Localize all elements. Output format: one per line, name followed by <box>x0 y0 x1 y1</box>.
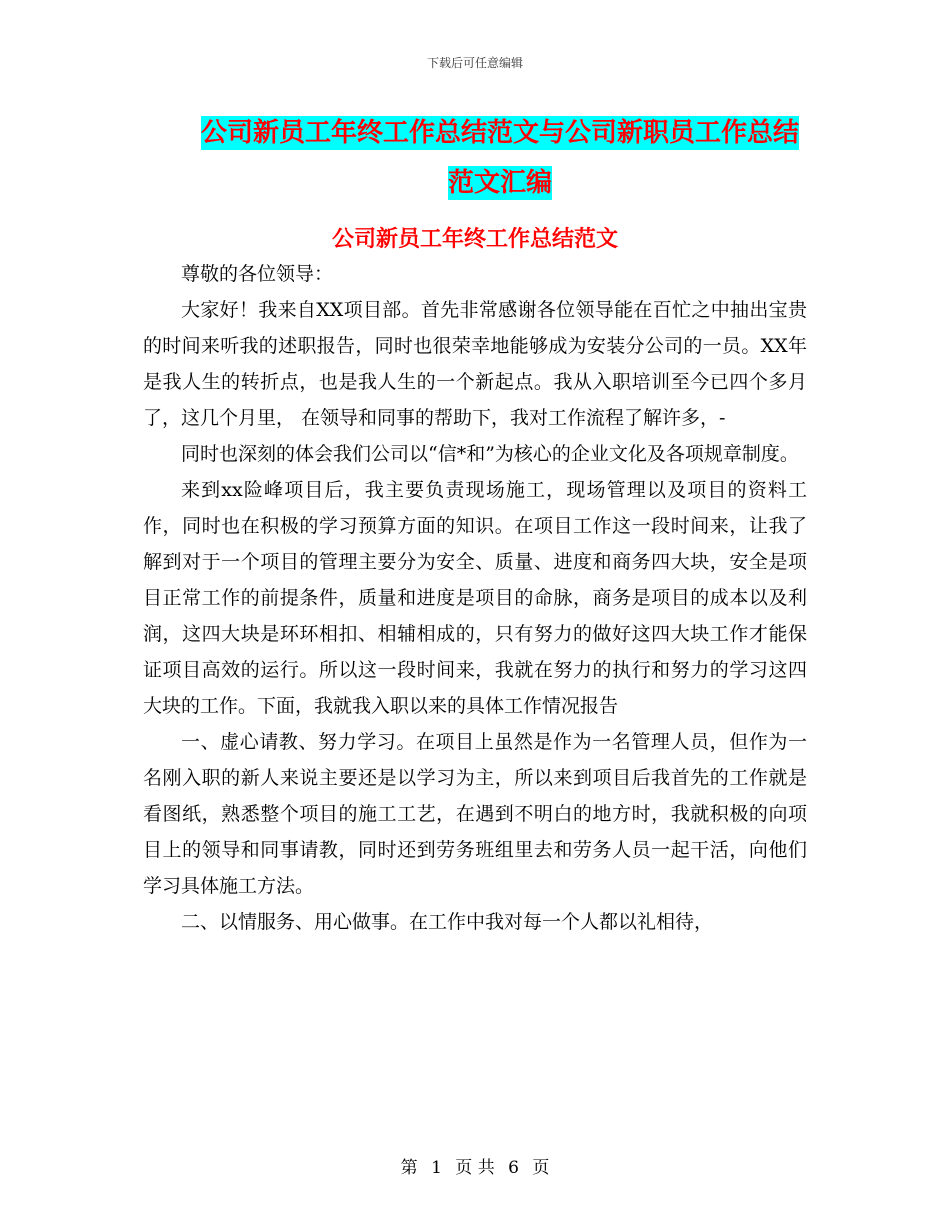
main-title <box>150 108 850 208</box>
paragraph-salutation: 尊敬的各位领导： <box>181 263 334 285</box>
footer-suffix: 页 <box>532 1158 550 1178</box>
footer-prefix: 第 <box>400 1158 418 1178</box>
footer-total-pages: 6 <box>508 1158 519 1178</box>
paragraph: 同时也深刻的体会我们公司以“信*和”为核心的企业文化及各项规章制度。 <box>181 443 799 465</box>
paragraph: 大家好！我来自XX项目部。首先非常感谢各位领导能在百忙之中抽出宝贵的时间来听我的述职报告，同时也很荣幸地能够成为安装分公司的一员。XX年是我人生的转折点，也是我人生的一个新起点。我从入职培训至今已四个多月了，这几个月里， 在领导和同事的帮助下，我对工作流程了解许多，- <box>143 299 807 429</box>
footer-middle: 页 共 <box>455 1158 495 1178</box>
section-title: 公司新员工年终工作总结范文 <box>331 227 618 252</box>
paragraph: 来到xx险峰项目后，我主要负责现场施工，现场管理以及项目的资料工作，同时也在积极的学习预算方面的知识。在项目工作这一段时间来，让我了解到对于一个项目的管理主要分为安全、质量、进度和商务四大块，安全是项目正常工作的前提条件，质量和进度是项目的命脉，商务是项目的成本以及利润，这四大块是环环相扣、相辅相成的，只有努力的做好这四大块工作才能保证项目高效的运行。所以这一段时间来，我就在努力的执行和努力的学习这四大块的工作。下面，我就我入职以来的具体工作情况报告 <box>143 479 807 717</box>
body-text <box>143 256 807 940</box>
paragraph: 二、以情服务、用心做事。在工作中我对每一个人都以礼相待， <box>181 911 714 933</box>
footer-page-number: 1 <box>431 1158 442 1178</box>
paragraph: 一、虚心请教、努力学习。在项目上虽然是作为一名管理人员，但作为一名刚入职的新人来说主要还是以学习为主，所以来到项目后我首先的工作就是看图纸，熟悉整个项目的施工工艺，在遇到不明白的地方时，我就积极的向项目上的领导和同事请教，同时还到劳务班组里去和劳务人员一起干活，向他们学习具体施工方法。 <box>143 731 807 897</box>
header-note: 下载后可任意编辑 <box>426 56 523 70</box>
page-footer <box>0 1153 950 1178</box>
main-title-line1: 公司新员工年终工作总结范文与公司新职员工作总结 <box>200 118 799 148</box>
main-title-line2: 范文汇编 <box>447 168 552 198</box>
